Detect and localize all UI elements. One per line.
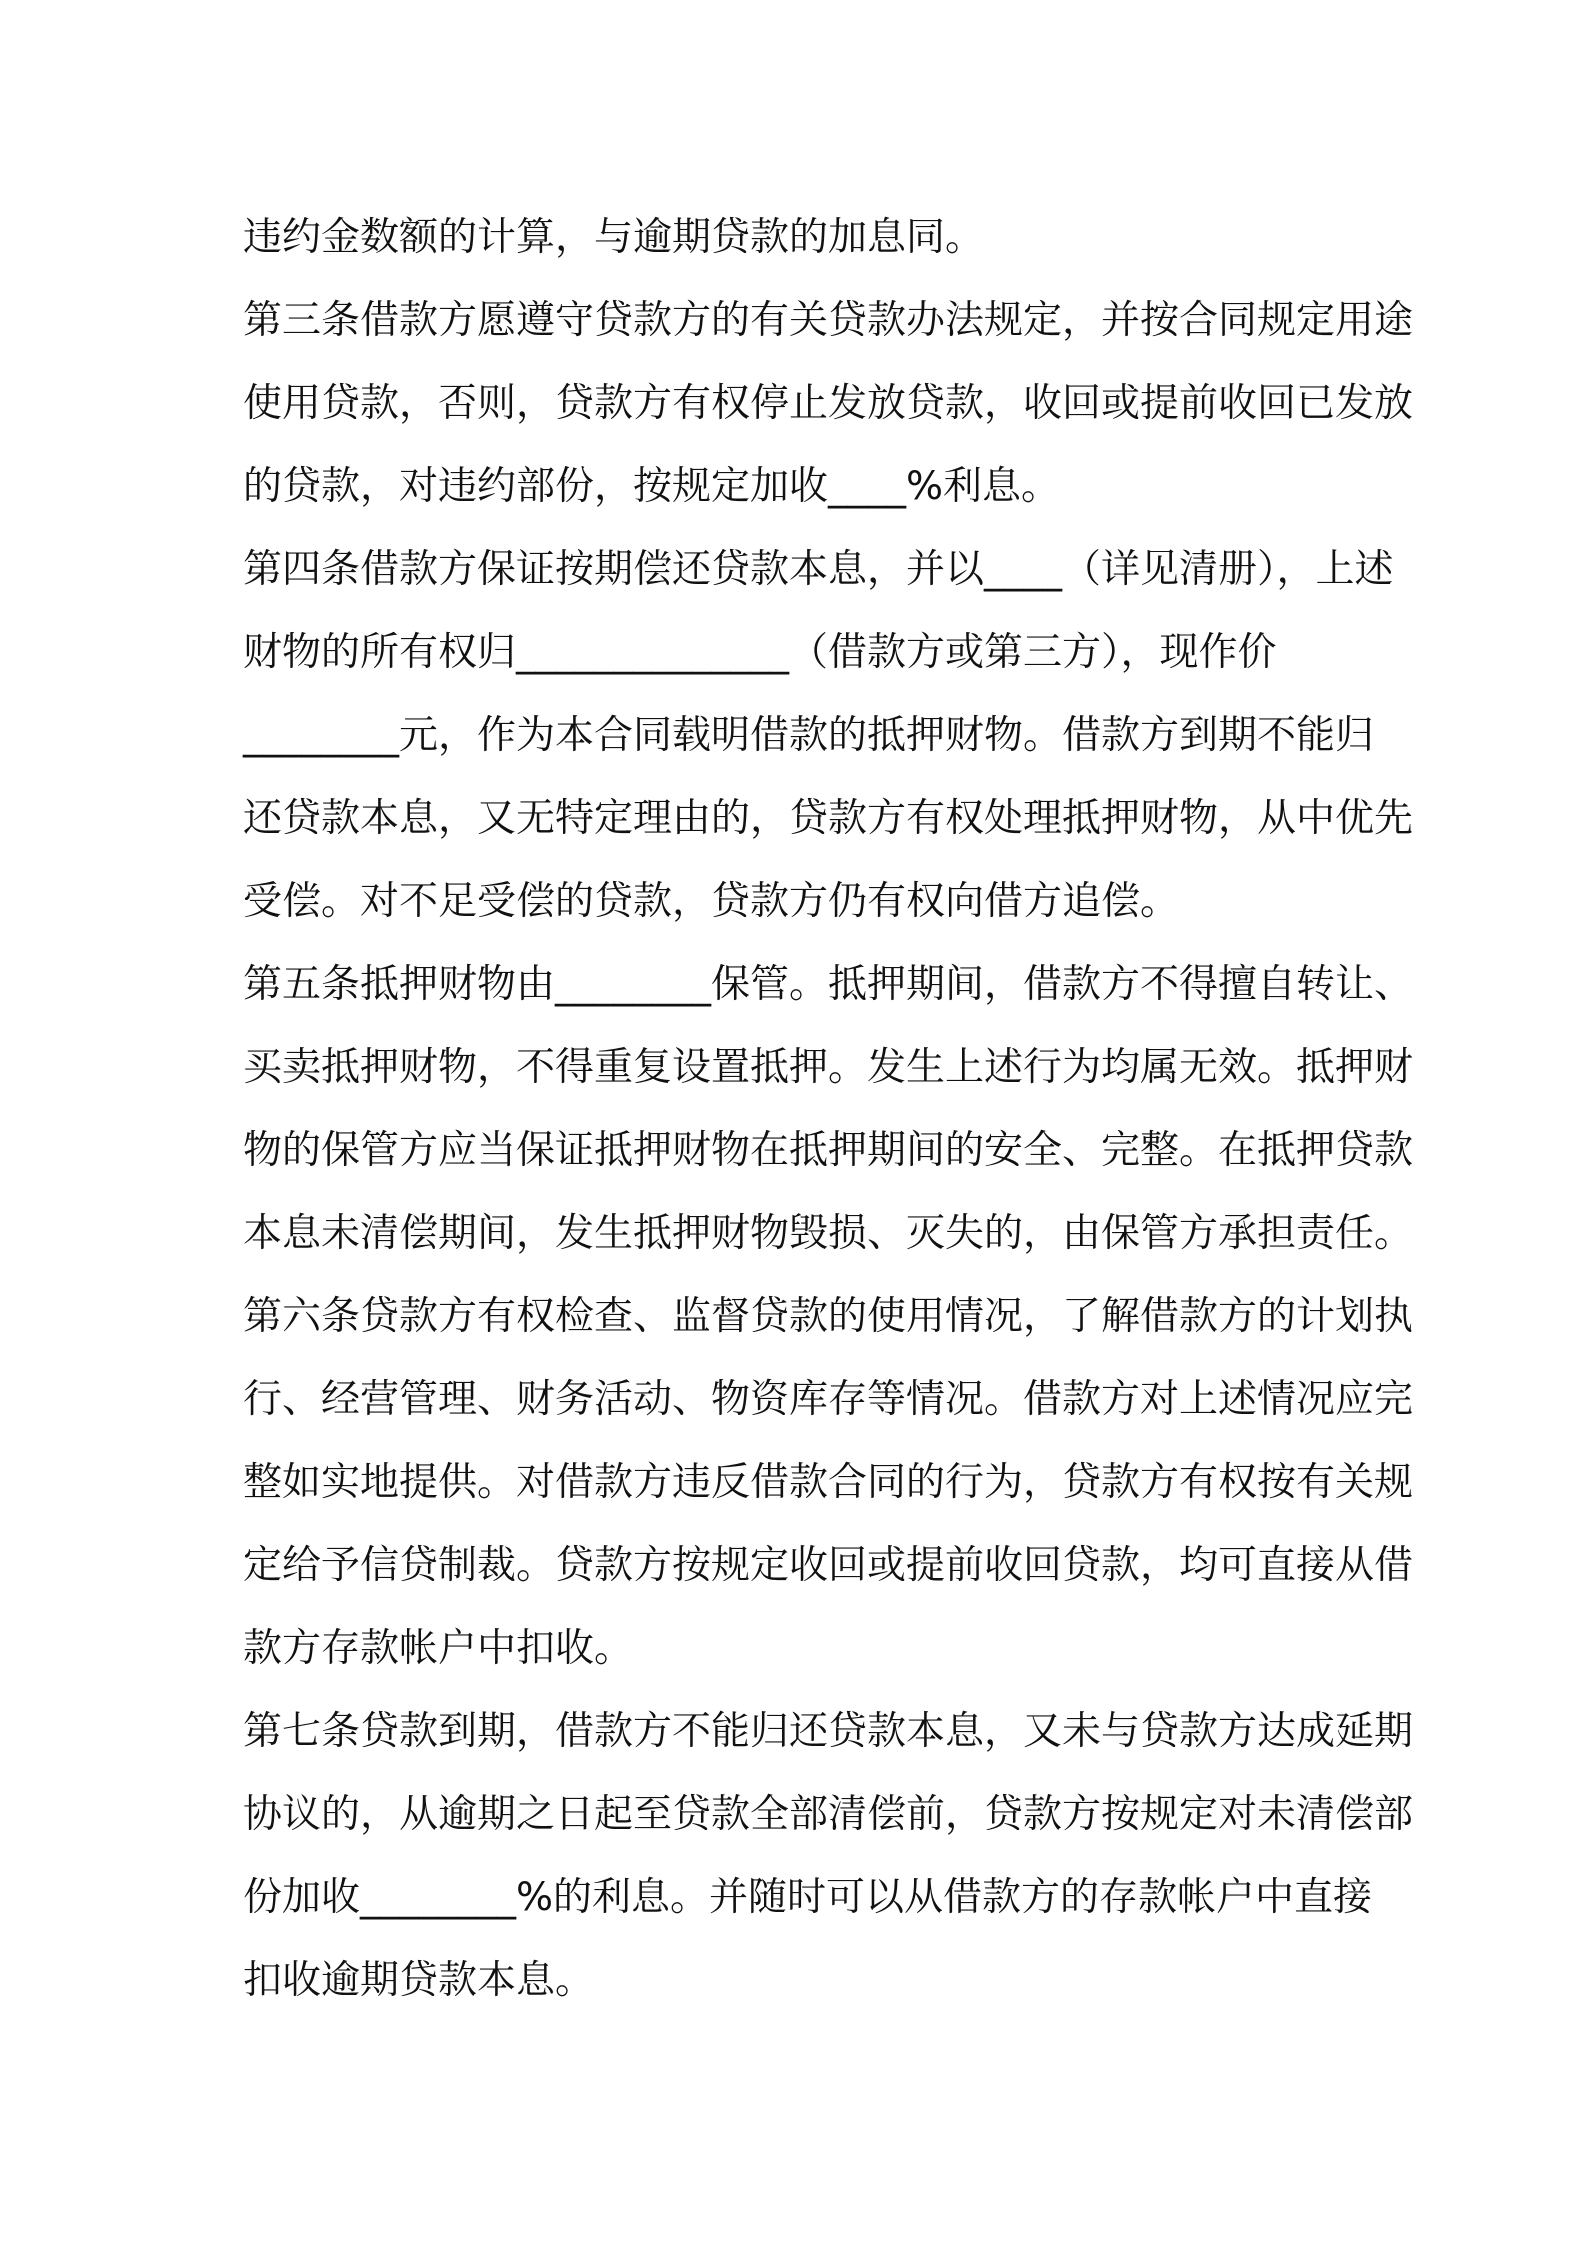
text-line-1: 违约金数额的计算，与逾期贷款的加息同。	[243, 215, 985, 260]
contract-body-text	[243, 196, 1414, 2022]
text-line-15: 行、经营管理、财务活动、物资库存等情况。借款方对上述情况应完	[243, 1377, 1414, 1422]
text-line-20: 协议的，从逾期之日起至贷款全部清偿前，贷款方按规定对未清偿部	[243, 1792, 1414, 1837]
text-line-13: 本息未清偿期间，发生抵押财物毁损、灭失的，由保管方承担责任。	[243, 1211, 1414, 1256]
text-line-18: 款方存款帐户中扣收。	[243, 1626, 634, 1671]
text-line-6: 财物的所有权归______________（借款方或第三方），现作价	[243, 630, 1277, 675]
text-line-10: 第五条抵押财物由________保管。抵押期间，借款方不得擅自转让、	[243, 962, 1414, 1007]
text-line-2: 第三条借款方愿遵守贷款方的有关贷款办法规定，并按合同规定用途	[243, 298, 1414, 343]
text-line-5: 第四条借款方保证按期偿还贷款本息，并以____（详见清册），上述	[243, 547, 1394, 592]
text-line-22: 扣收逾期贷款本息。	[243, 1958, 595, 2003]
text-line-8: 还贷款本息，又无特定理由的，贷款方有权处理抵押财物，从中优先	[243, 796, 1414, 841]
text-line-16: 整如实地提供。对借款方违反借款合同的行为，贷款方有权按有关规	[243, 1460, 1414, 1505]
text-line-21: 份加收________%的利息。并随时可以从借款方的存款帐户中直接	[243, 1875, 1373, 1920]
text-line-9: 受偿。对不足受偿的贷款，贷款方仍有权向借方追偿。	[243, 879, 1180, 924]
text-line-4: 的贷款，对违约部份，按规定加收____%利息。	[243, 464, 1061, 509]
text-line-12: 物的保管方应当保证抵押财物在抵押期间的安全、完整。在抵押贷款	[243, 1128, 1414, 1173]
text-line-7: ________元，作为本合同载明借款的抵押财物。借款方到期不能归	[243, 713, 1375, 758]
text-line-19: 第七条贷款到期，借款方不能归还贷款本息，又未与贷款方达成延期	[243, 1709, 1414, 1754]
text-line-14: 第六条贷款方有权检查、监督贷款的使用情况，了解借款方的计划执	[243, 1294, 1414, 1339]
text-line-3: 使用贷款，否则，贷款方有权停止发放贷款，收回或提前收回已发放	[243, 381, 1414, 426]
text-line-11: 买卖抵押财物，不得重复设置抵押。发生上述行为均属无效。抵押财	[243, 1045, 1414, 1090]
text-line-17: 定给予信贷制裁。贷款方按规定收回或提前收回贷款，均可直接从借	[243, 1543, 1414, 1588]
